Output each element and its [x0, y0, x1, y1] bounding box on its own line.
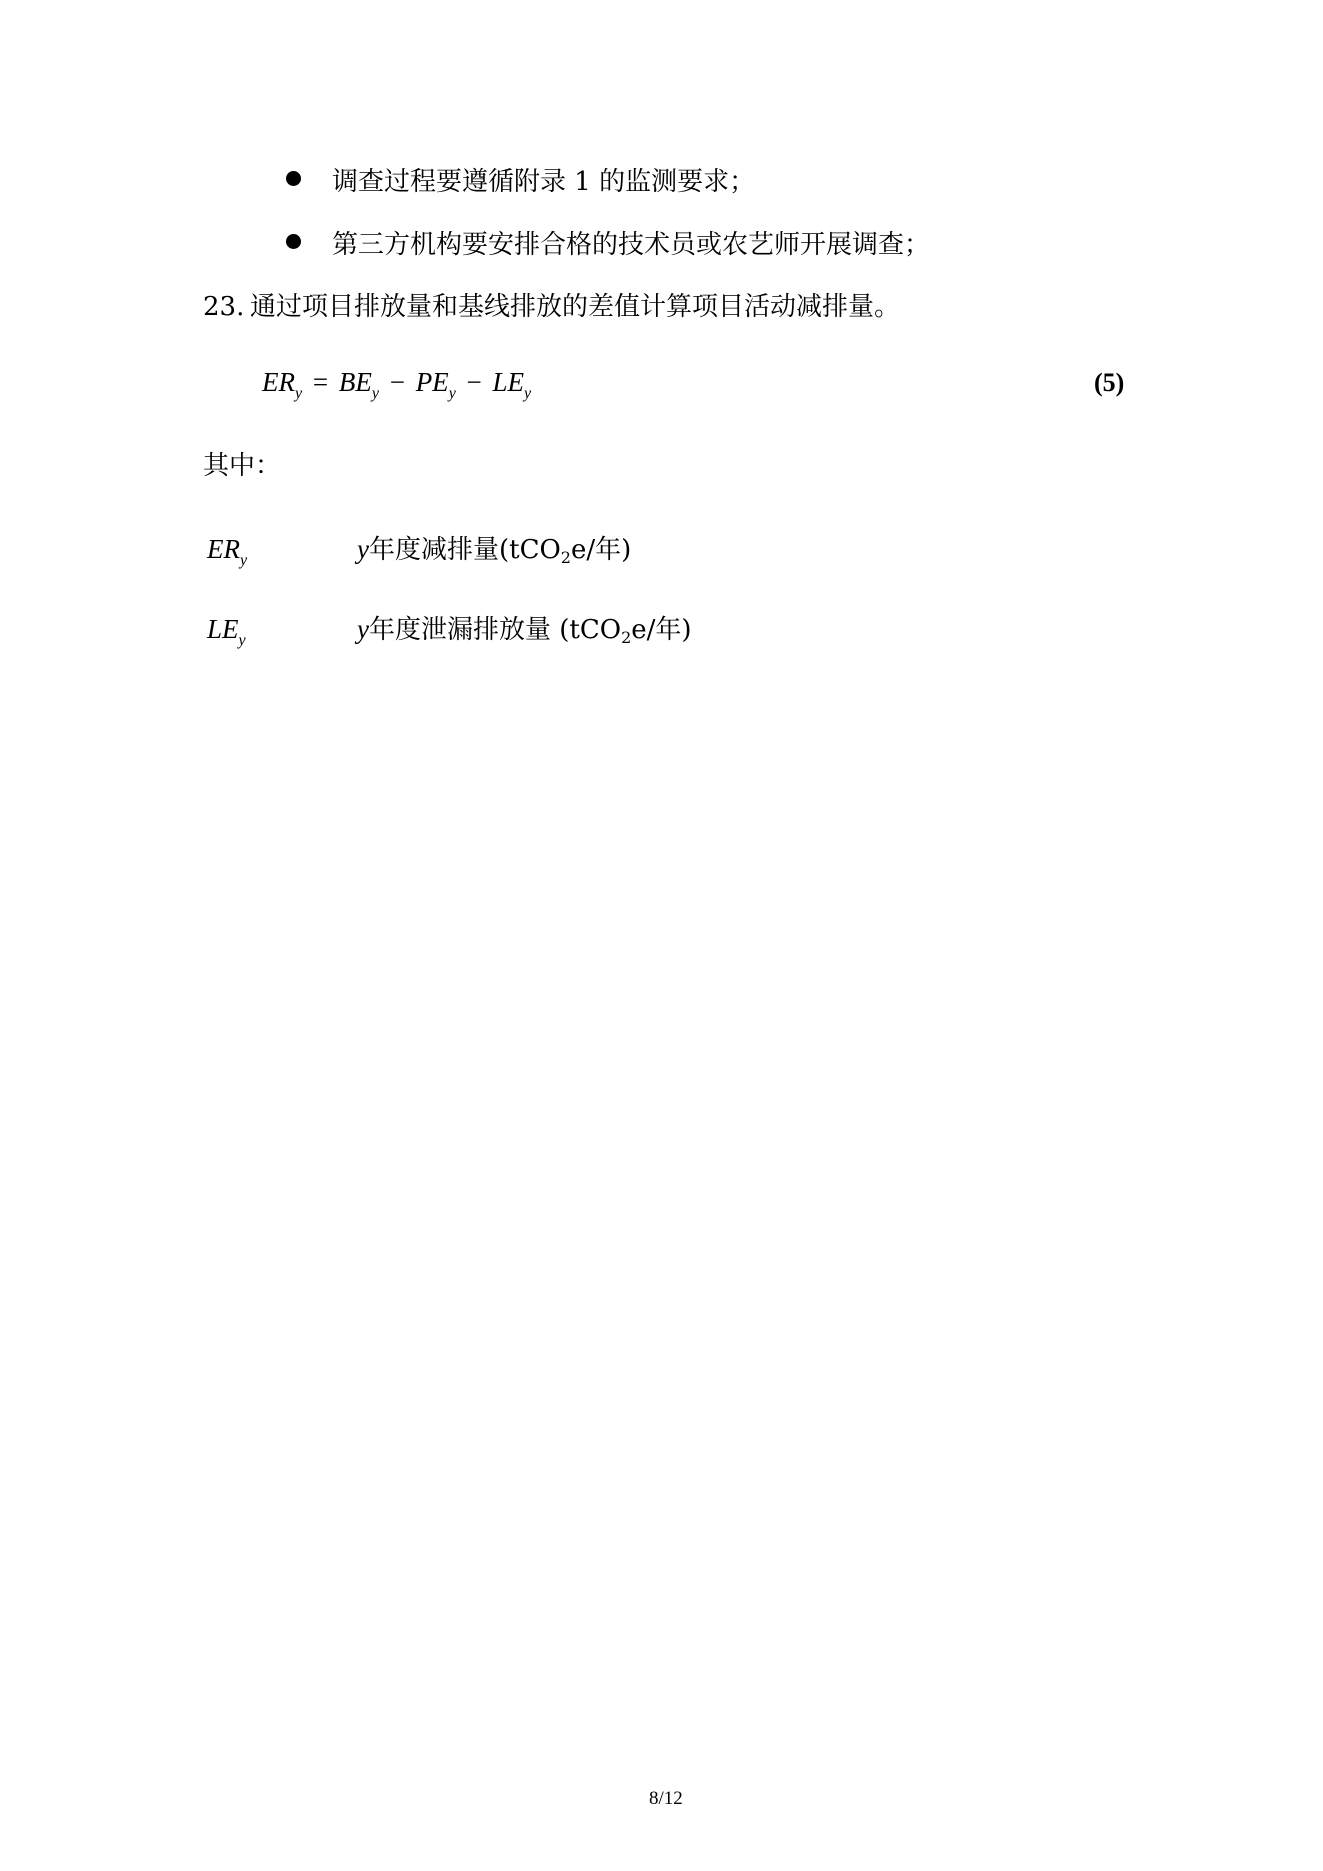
eq-term-be-sub: y: [371, 385, 379, 402]
definition-symbol: $ER_y$: [207, 534, 248, 569]
bullet-text: 调查过程要遵循附录 1 的监测要求；: [332, 167, 756, 197]
definition-description: y年度泄漏排放量 (tCO$_2$e/年): [357, 614, 692, 647]
eq-term-pe-sub: y: [448, 385, 456, 402]
where-label: 其中：: [203, 451, 282, 481]
eq-equals: =: [312, 367, 329, 397]
bullet-text: 第三方机构要安排合格的技术员或农艺师开展调查；: [332, 230, 931, 260]
page-number: 8/12: [649, 1788, 683, 1809]
eq-term-le-sub: y: [524, 385, 532, 402]
eq-lhs-sub: y: [295, 385, 303, 402]
bullet-dot-icon: [286, 171, 301, 186]
eq-term-be: BE: [338, 367, 372, 397]
definition-symbol: $LE_y$: [207, 614, 246, 649]
definition-description: y年度减排量(tCO$_2$e/年): [357, 534, 632, 567]
item-number: 23.: [203, 292, 245, 322]
eq-minus: −: [389, 367, 405, 397]
equation-number: (5): [1094, 368, 1125, 397]
bullet-dot-icon: [286, 234, 301, 249]
eq-minus: −: [466, 367, 482, 397]
eq-lhs: ER: [262, 367, 295, 397]
eq-term-le: LE: [492, 367, 525, 397]
equation-5: [262, 366, 532, 402]
item-text: 通过项目排放量和基线排放的差值计算项目活动减排量。: [250, 292, 901, 322]
eq-term-pe: PE: [415, 367, 449, 397]
